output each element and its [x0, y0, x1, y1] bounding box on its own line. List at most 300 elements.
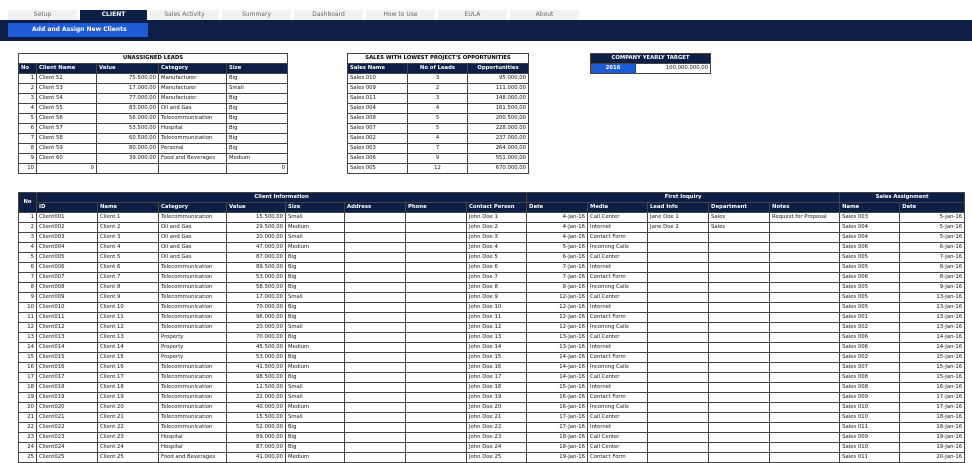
table-cell[interactable]: Medium [286, 243, 345, 253]
table-cell[interactable]: John Doe 14 [467, 343, 527, 353]
table-cell[interactable]: Big [227, 134, 288, 144]
table-cell[interactable]: 87.000,00 [227, 443, 286, 453]
table-cell[interactable]: 0 [227, 164, 288, 174]
table-cell[interactable]: Small [286, 393, 345, 403]
table-cell[interactable]: 18-Jan-16 [527, 443, 588, 453]
table-cell[interactable]: Client 16 [98, 363, 159, 373]
table-cell[interactable]: Internet [588, 263, 648, 273]
table-cell[interactable]: Big [286, 373, 345, 383]
table-cell[interactable]: 98.500,00 [227, 373, 286, 383]
table-cell[interactable]: 6 [19, 263, 37, 273]
table-cell[interactable]: 12.500,00 [227, 383, 286, 393]
table-cell[interactable]: Contact Form [588, 393, 648, 403]
table-cell[interactable] [345, 423, 406, 433]
table-cell[interactable]: Sales 003 [840, 213, 900, 223]
table-cell[interactable]: 18 [19, 383, 37, 393]
table-cell[interactable]: Sales 010 [348, 74, 408, 84]
table-cell[interactable]: Client025 [37, 453, 98, 463]
table-cell[interactable] [406, 403, 467, 413]
table-cell[interactable]: Sales 005 [840, 293, 900, 303]
table-cell[interactable] [648, 403, 709, 413]
table-cell[interactable]: John Doe 7 [467, 273, 527, 283]
table-cell[interactable] [406, 393, 467, 403]
table-cell[interactable]: 237.000,00 [468, 134, 529, 144]
table-cell[interactable]: Client003 [37, 233, 98, 243]
table-cell[interactable] [709, 383, 770, 393]
table-cell[interactable]: Client 5 [98, 253, 159, 263]
table-cell[interactable]: 20-Jan-16 [900, 453, 965, 463]
table-cell[interactable]: Telecommunication [159, 273, 227, 283]
table-cell[interactable]: John Doe 17 [467, 373, 527, 383]
table-cell[interactable] [345, 443, 406, 453]
table-cell[interactable] [406, 293, 467, 303]
table-cell[interactable]: Client 58 [37, 134, 97, 144]
table-cell[interactable]: 22 [19, 423, 37, 433]
table-cell[interactable]: Client 54 [37, 94, 97, 104]
table-cell[interactable]: Big [227, 94, 288, 104]
table-cell[interactable] [648, 243, 709, 253]
table-cell[interactable]: Jane Doe 2 [648, 223, 709, 233]
table-cell[interactable]: 11 [19, 313, 37, 323]
table-cell[interactable]: Sales 005 [840, 263, 900, 273]
table-cell[interactable]: Sales 008 [840, 373, 900, 383]
table-cell[interactable]: John Doe 16 [467, 363, 527, 373]
table-cell[interactable]: 14-Jan-16 [900, 333, 965, 343]
table-cell[interactable] [345, 293, 406, 303]
table-cell[interactable] [709, 243, 770, 253]
table-cell[interactable]: 95.000,00 [468, 74, 529, 84]
table-cell[interactable]: Client024 [37, 443, 98, 453]
table-cell[interactable]: 8-Jan-16 [527, 283, 588, 293]
table-cell[interactable]: 5 [19, 114, 37, 124]
table-cell[interactable]: 16 [19, 363, 37, 373]
table-cell[interactable]: Big [227, 74, 288, 84]
table-cell[interactable]: 45.500,00 [227, 343, 286, 353]
tab-dashboard[interactable]: Dashboard [294, 10, 364, 20]
table-cell[interactable] [648, 343, 709, 353]
table-cell[interactable] [406, 233, 467, 243]
table-cell[interactable]: Telecommunication [159, 313, 227, 323]
table-cell[interactable]: 15-Jan-16 [527, 383, 588, 393]
table-cell[interactable]: Telecommunication [159, 363, 227, 373]
table-cell[interactable]: 6-Jan-16 [900, 243, 965, 253]
table-cell[interactable]: 10 [19, 164, 37, 174]
table-cell[interactable]: Internet [588, 303, 648, 313]
table-cell[interactable] [345, 383, 406, 393]
table-cell[interactable]: Client 22 [98, 423, 159, 433]
table-cell[interactable]: John Doe 2 [467, 223, 527, 233]
table-cell[interactable] [648, 383, 709, 393]
table-cell[interactable] [709, 233, 770, 243]
table-cell[interactable] [709, 373, 770, 383]
table-cell[interactable]: Client014 [37, 343, 98, 353]
table-cell[interactable] [709, 273, 770, 283]
table-cell[interactable]: 264.000,00 [468, 144, 529, 154]
table-cell[interactable]: Incoming Calls [588, 403, 648, 413]
table-cell[interactable]: 200.500,00 [468, 114, 529, 124]
table-cell[interactable]: Property [159, 333, 227, 343]
table-cell[interactable]: 5 [408, 114, 468, 124]
table-cell[interactable]: Client 6 [98, 263, 159, 273]
table-cell[interactable]: Call Center [588, 433, 648, 443]
table-cell[interactable]: Client 23 [98, 433, 159, 443]
table-cell[interactable]: Sales 009 [348, 84, 408, 94]
table-cell[interactable]: Incoming Calls [588, 363, 648, 373]
table-cell[interactable]: 4-Jan-16 [527, 213, 588, 223]
table-cell[interactable] [709, 343, 770, 353]
table-cell[interactable]: Client 1 [98, 213, 159, 223]
table-cell[interactable] [345, 353, 406, 363]
table-cell[interactable] [709, 313, 770, 323]
table-cell[interactable]: Telecommunication [159, 303, 227, 313]
table-cell[interactable] [648, 283, 709, 293]
table-cell[interactable]: 9 [408, 154, 468, 164]
table-cell[interactable]: Client 55 [37, 104, 97, 114]
table-cell[interactable]: 89.500,00 [227, 263, 286, 273]
table-cell[interactable]: John Doe 3 [467, 233, 527, 243]
table-cell[interactable]: 56.000,00 [97, 114, 159, 124]
table-cell[interactable]: Client 15 [98, 353, 159, 363]
table-cell[interactable] [648, 413, 709, 423]
table-cell[interactable] [770, 293, 840, 303]
table-cell[interactable]: Jane Doe 1 [648, 213, 709, 223]
table-cell[interactable]: Internet [588, 423, 648, 433]
table-cell[interactable]: Client 10 [98, 303, 159, 313]
table-cell[interactable]: Big [286, 253, 345, 263]
table-cell[interactable]: Oil and Gas [159, 233, 227, 243]
table-cell[interactable] [345, 263, 406, 273]
target-year[interactable]: 2016 [591, 64, 636, 74]
table-cell[interactable]: Sales 005 [840, 283, 900, 293]
table-cell[interactable]: 7-Jan-16 [527, 273, 588, 283]
table-cell[interactable]: 3 [19, 94, 37, 104]
table-cell[interactable] [648, 443, 709, 453]
table-cell[interactable]: Sales 005 [840, 303, 900, 313]
table-cell[interactable] [709, 353, 770, 363]
table-cell[interactable]: Client004 [37, 243, 98, 253]
table-cell[interactable]: 6 [19, 124, 37, 134]
table-cell[interactable]: John Doe 19 [467, 393, 527, 403]
table-cell[interactable] [345, 303, 406, 313]
table-cell[interactable]: 17-Jan-16 [900, 403, 965, 413]
table-cell[interactable]: Call Center [588, 443, 648, 453]
table-cell[interactable]: Big [286, 303, 345, 313]
table-cell[interactable] [159, 164, 227, 174]
table-cell[interactable]: 40.000,00 [227, 403, 286, 413]
table-cell[interactable]: 5 [408, 124, 468, 134]
table-cell[interactable]: Small [286, 213, 345, 223]
table-cell[interactable]: Client005 [37, 253, 98, 263]
table-cell[interactable] [648, 433, 709, 443]
table-cell[interactable]: Small [286, 383, 345, 393]
table-cell[interactable]: Medium [286, 223, 345, 233]
table-cell[interactable]: Client012 [37, 323, 98, 333]
table-cell[interactable]: 2 [19, 223, 37, 233]
table-cell[interactable]: Call Center [588, 333, 648, 343]
table-cell[interactable]: 14-Jan-16 [527, 363, 588, 373]
table-cell[interactable]: John Doe 11 [467, 313, 527, 323]
table-cell[interactable]: Big [286, 433, 345, 443]
table-cell[interactable] [345, 273, 406, 283]
table-cell[interactable]: 2 [408, 84, 468, 94]
table-cell[interactable]: 15-Jan-16 [900, 353, 965, 363]
table-cell[interactable] [406, 383, 467, 393]
tab-eula[interactable]: EULA [438, 10, 508, 20]
table-cell[interactable]: John Doe 4 [467, 243, 527, 253]
table-cell[interactable]: Manufacturer [159, 94, 227, 104]
table-cell[interactable] [770, 233, 840, 243]
table-cell[interactable]: John Doe 1 [467, 213, 527, 223]
table-cell[interactable]: 14-Jan-16 [900, 343, 965, 353]
table-cell[interactable] [345, 253, 406, 263]
table-cell[interactable]: Medium [286, 343, 345, 353]
table-cell[interactable]: 83.000,00 [97, 104, 159, 114]
table-cell[interactable]: Oil and Gas [159, 253, 227, 263]
table-cell[interactable]: John Doe 9 [467, 293, 527, 303]
table-cell[interactable]: Sales 006 [840, 243, 900, 253]
table-cell[interactable] [345, 393, 406, 403]
table-cell[interactable] [345, 313, 406, 323]
table-cell[interactable] [648, 373, 709, 383]
table-cell[interactable] [648, 423, 709, 433]
table-cell[interactable] [770, 333, 840, 343]
table-cell[interactable]: Telecommunication [159, 413, 227, 423]
table-cell[interactable]: Big [286, 263, 345, 273]
table-cell[interactable]: Sales 006 [840, 333, 900, 343]
table-cell[interactable]: Client 4 [98, 243, 159, 253]
table-cell[interactable] [770, 383, 840, 393]
table-cell[interactable]: Client 24 [98, 443, 159, 453]
table-cell[interactable] [770, 393, 840, 403]
table-cell[interactable]: 89.000,00 [227, 433, 286, 443]
table-cell[interactable]: Client019 [37, 393, 98, 403]
table-cell[interactable] [770, 353, 840, 363]
table-cell[interactable]: 8-Jan-16 [900, 263, 965, 273]
table-cell[interactable]: Call Center [588, 373, 648, 383]
table-cell[interactable]: Telecommunication [159, 293, 227, 303]
table-cell[interactable]: Contact Form [588, 453, 648, 463]
table-cell[interactable]: Client023 [37, 433, 98, 443]
target-value[interactable]: 100.000.000,00 [636, 64, 711, 74]
table-cell[interactable]: Telecommunication [159, 383, 227, 393]
table-cell[interactable]: Sales [709, 213, 770, 223]
table-cell[interactable]: Sales 002 [840, 323, 900, 333]
table-cell[interactable]: 7-Jan-16 [900, 253, 965, 263]
table-cell[interactable] [345, 453, 406, 463]
table-cell[interactable]: Call Center [588, 213, 648, 223]
table-cell[interactable]: Telecommunication [159, 323, 227, 333]
table-cell[interactable] [709, 333, 770, 343]
table-cell[interactable]: Incoming Calls [588, 323, 648, 333]
table-cell[interactable]: Telecommunication [159, 373, 227, 383]
table-cell[interactable] [345, 363, 406, 373]
table-cell[interactable]: 47.000,00 [227, 243, 286, 253]
table-cell[interactable] [406, 223, 467, 233]
table-cell[interactable] [770, 313, 840, 323]
tab-about[interactable]: About [510, 10, 580, 20]
table-cell[interactable] [770, 373, 840, 383]
table-cell[interactable]: 7-Jan-16 [527, 263, 588, 273]
table-cell[interactable] [406, 453, 467, 463]
table-cell[interactable]: Incoming Calls [588, 283, 648, 293]
table-cell[interactable]: Client002 [37, 223, 98, 233]
tab-client[interactable]: CLIENT [80, 10, 148, 20]
table-cell[interactable]: 75.500,00 [97, 74, 159, 84]
table-cell[interactable]: Sales 009 [840, 393, 900, 403]
table-cell[interactable]: 29.500,00 [227, 223, 286, 233]
table-cell[interactable]: 161.500,00 [468, 104, 529, 114]
table-cell[interactable]: Telecommunication [159, 283, 227, 293]
table-cell[interactable]: 58.500,00 [227, 283, 286, 293]
table-cell[interactable]: Sales 011 [840, 423, 900, 433]
table-cell[interactable]: Telecommunication [159, 403, 227, 413]
table-cell[interactable]: Internet [588, 383, 648, 393]
table-cell[interactable]: Internet [588, 343, 648, 353]
table-cell[interactable]: John Doe 21 [467, 413, 527, 423]
table-cell[interactable] [770, 323, 840, 333]
table-cell[interactable]: Big [227, 144, 288, 154]
table-cell[interactable] [345, 223, 406, 233]
table-cell[interactable]: 23 [19, 433, 37, 443]
table-cell[interactable]: Big [227, 104, 288, 114]
table-cell[interactable]: 5-Jan-16 [900, 223, 965, 233]
table-cell[interactable]: Client022 [37, 423, 98, 433]
table-cell[interactable]: 22.000,00 [227, 393, 286, 403]
table-cell[interactable]: 4-Jan-16 [527, 223, 588, 233]
table-cell[interactable]: Food and Beverages [159, 154, 227, 164]
table-cell[interactable]: Client 11 [98, 313, 159, 323]
table-cell[interactable]: 96.000,00 [227, 313, 286, 323]
table-cell[interactable]: 5-Jan-16 [900, 233, 965, 243]
table-cell[interactable] [648, 273, 709, 283]
table-cell[interactable] [406, 283, 467, 293]
table-cell[interactable]: 8 [19, 283, 37, 293]
table-cell[interactable]: 3 [19, 233, 37, 243]
table-cell[interactable]: 16-Jan-16 [527, 403, 588, 413]
table-cell[interactable]: Sales 004 [840, 233, 900, 243]
table-cell[interactable] [406, 243, 467, 253]
table-cell[interactable]: Contact Form [588, 313, 648, 323]
table-cell[interactable]: 53.000,00 [227, 353, 286, 363]
table-cell[interactable] [770, 413, 840, 423]
table-cell[interactable]: Sales 002 [348, 134, 408, 144]
table-cell[interactable]: 9 [19, 154, 37, 164]
table-cell[interactable]: John Doe 23 [467, 433, 527, 443]
table-cell[interactable]: Client 21 [98, 413, 159, 423]
table-cell[interactable]: 15-Jan-16 [900, 363, 965, 373]
table-cell[interactable] [648, 353, 709, 363]
table-cell[interactable]: John Doe 12 [467, 323, 527, 333]
table-cell[interactable]: Hospital [159, 433, 227, 443]
table-cell[interactable] [770, 453, 840, 463]
table-cell[interactable]: Sales 006 [840, 343, 900, 353]
table-cell[interactable]: 17-Jan-16 [900, 393, 965, 403]
table-cell[interactable]: Client006 [37, 263, 98, 273]
table-cell[interactable] [770, 443, 840, 453]
table-cell[interactable] [406, 413, 467, 423]
table-cell[interactable] [770, 423, 840, 433]
table-cell[interactable]: 17.000,00 [227, 293, 286, 303]
table-cell[interactable]: 13-Jan-16 [527, 333, 588, 343]
table-cell[interactable]: 5 [19, 253, 37, 263]
table-cell[interactable]: 19-Jan-16 [900, 443, 965, 453]
table-cell[interactable]: Sales 005 [348, 164, 408, 174]
table-cell[interactable] [770, 223, 840, 233]
table-cell[interactable]: Sales 002 [840, 353, 900, 363]
table-cell[interactable]: Food and Beverages [159, 453, 227, 463]
table-cell[interactable]: Telecommunication [159, 213, 227, 223]
table-cell[interactable]: 670.000,00 [468, 164, 529, 174]
table-cell[interactable]: Big [286, 333, 345, 343]
table-cell[interactable]: 551.000,00 [468, 154, 529, 164]
table-cell[interactable]: 7 [19, 134, 37, 144]
table-cell[interactable]: Big [227, 114, 288, 124]
table-cell[interactable]: 20.000,00 [227, 233, 286, 243]
table-cell[interactable]: Client018 [37, 383, 98, 393]
table-cell[interactable]: 3 [408, 94, 468, 104]
table-cell[interactable]: Sales 008 [348, 114, 408, 124]
table-cell[interactable]: Big [286, 313, 345, 323]
table-cell[interactable]: 12-Jan-16 [527, 293, 588, 303]
table-cell[interactable]: Client007 [37, 273, 98, 283]
table-cell[interactable]: Sales 001 [840, 313, 900, 323]
table-cell[interactable]: 7 [408, 144, 468, 154]
table-cell[interactable]: 15.500,00 [227, 213, 286, 223]
table-cell[interactable]: Client 14 [98, 343, 159, 353]
table-cell[interactable] [770, 403, 840, 413]
table-cell[interactable]: 4 [19, 243, 37, 253]
table-cell[interactable]: 53.500,00 [97, 124, 159, 134]
add-assign-clients-button[interactable]: Add and Assign New Clients [8, 23, 148, 37]
table-cell[interactable]: Client010 [37, 303, 98, 313]
table-cell[interactable]: Oil and Gas [159, 223, 227, 233]
table-cell[interactable]: Property [159, 353, 227, 363]
table-cell[interactable]: John Doe 25 [467, 453, 527, 463]
table-cell[interactable]: 0 [37, 164, 97, 174]
table-cell[interactable]: Client016 [37, 363, 98, 373]
table-cell[interactable]: 4-Jan-16 [527, 233, 588, 243]
table-cell[interactable]: 77.000,00 [97, 94, 159, 104]
table-cell[interactable] [345, 333, 406, 343]
table-cell[interactable]: Sales 011 [348, 94, 408, 104]
table-cell[interactable] [709, 263, 770, 273]
table-cell[interactable]: 52.000,00 [227, 423, 286, 433]
table-cell[interactable] [406, 433, 467, 443]
table-cell[interactable] [709, 393, 770, 403]
table-cell[interactable]: Client 17 [98, 373, 159, 383]
table-cell[interactable]: 12 [408, 164, 468, 174]
table-cell[interactable]: John Doe 18 [467, 383, 527, 393]
table-cell[interactable]: 13-Jan-16 [900, 323, 965, 333]
table-cell[interactable] [406, 443, 467, 453]
table-cell[interactable]: John Doe 15 [467, 353, 527, 363]
table-cell[interactable]: 41.500,00 [227, 363, 286, 373]
table-cell[interactable] [406, 353, 467, 363]
table-cell[interactable]: Sales 010 [840, 443, 900, 453]
table-cell[interactable] [406, 213, 467, 223]
table-cell[interactable]: Sales 010 [840, 403, 900, 413]
table-cell[interactable]: Contact Form [588, 233, 648, 243]
table-cell[interactable]: Sales 006 [840, 273, 900, 283]
table-cell[interactable]: Client 13 [98, 333, 159, 343]
table-cell[interactable]: Client 59 [37, 144, 97, 154]
table-cell[interactable]: 13 [19, 333, 37, 343]
table-cell[interactable]: Client017 [37, 373, 98, 383]
table-cell[interactable] [709, 253, 770, 263]
table-cell[interactable] [406, 343, 467, 353]
table-cell[interactable]: Call Center [588, 413, 648, 423]
table-cell[interactable] [770, 363, 840, 373]
